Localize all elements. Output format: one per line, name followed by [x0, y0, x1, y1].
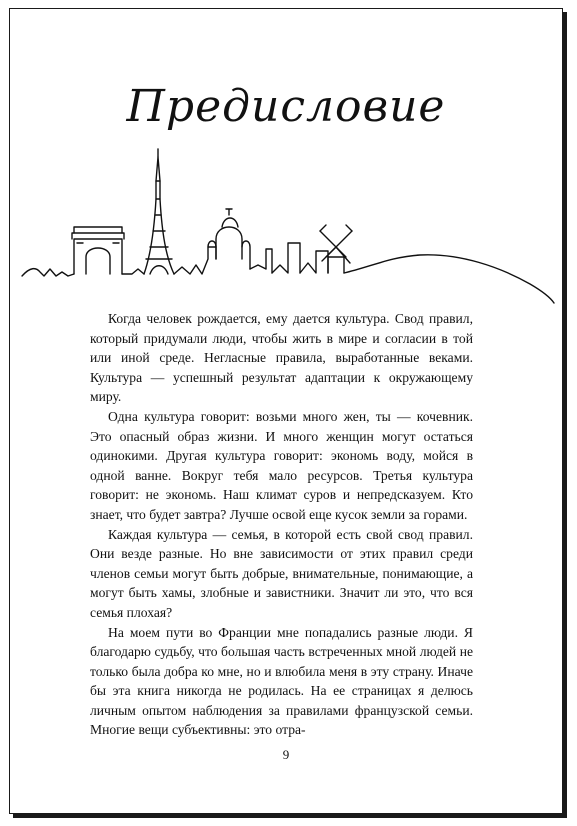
paragraph: Когда человек рождается, ему дается культура. Свод правил, который придумали люди, чтобы жить в мире и согласии в той или иной среде. Негласные правила, выработанные веками. Культура — успешный результат адаптации к окружающему миру. [90, 311, 473, 405]
paris-skyline-line-drawing-icon [10, 139, 562, 329]
paragraph: Каждая культура — семья, в которой есть свой свод правил. Они везде разные. Но вне зависимости от этих правил среди членов семьи могут быть добрые, внимательные, понимающие, а могут быть хамы, злобные и завистники. Значит ли это, что вся семья плохая? [90, 526, 473, 620]
body-text [90, 309, 473, 740]
chapter-title: Предисловие [126, 81, 446, 132]
paragraph: Одна культура говорит: возьми много жен, ты — кочевник. Это опасный образ жизни. И много женщин могут остаться одинокими. Другая культура говорит: экономь воду, мойся в одной ванне. Вокруг тебя мало ресурсов. Третья культура говорит: не экономь. Наш климат суров и непредсказуем. Кто знает, что будет завтра? Лучше освой еще кусок земли за горами. [90, 408, 473, 522]
book-page [9, 8, 563, 814]
page-number: 9 [282, 747, 290, 762]
paragraph: На моем пути во Франции мне попадались разные люди. Я благодарю судьбу, что большая часть встреченных мной людей не только была добра ко мне, но и влюбила меня в эту страну. Иначе бы эта книга никогда не родилась. На ее страницах я делюсь личным опытом наблюдения за правилами французской семьи. Многие вещи субъективны: это отра- [90, 624, 473, 738]
